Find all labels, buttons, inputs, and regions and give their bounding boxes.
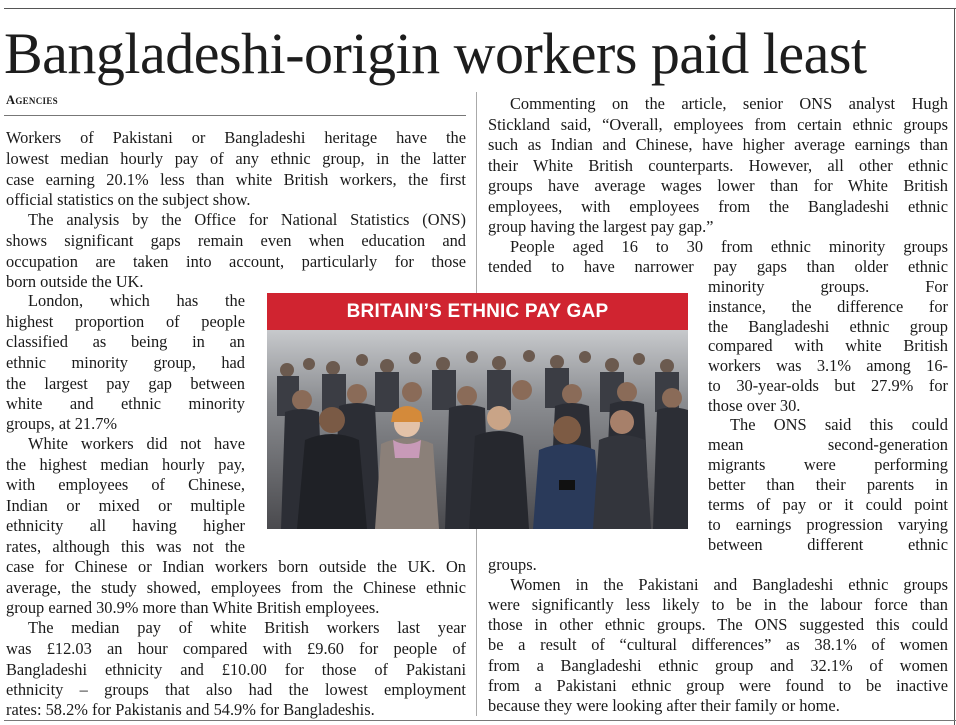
body-line: migrants were performing (708, 455, 948, 474)
body-line: case for Chinese or Indian workers born outside the UK. On (6, 557, 466, 576)
body-line: The median pay of white British workers last year (28, 618, 466, 637)
byline: Agencies (6, 93, 58, 107)
body-line: shows significant gaps remain even when education and (6, 231, 466, 250)
body-line: groups, at 21.7% (6, 414, 118, 433)
body-line: highest proportion of people (6, 312, 245, 331)
body-line: better than their parents in (708, 475, 948, 494)
body-line: the largest pay gap between (6, 374, 245, 393)
body-line: those over 30. (708, 396, 801, 415)
body-line: People aged 16 to 30 from ethnic minority groups (510, 237, 948, 256)
body-line: Commenting on the article, senior ONS analyst Hugh (510, 94, 948, 113)
body-line: white and ethnic minority (6, 394, 245, 413)
body-line: terms of pay or it could point (708, 495, 948, 514)
body-line: Indian or mixed or multiple (6, 496, 245, 515)
byline-rule (4, 115, 466, 116)
body-line: rates: 58.2% for Pakistanis and 54.9% for Bangladeshis. (6, 700, 375, 719)
body-line: from a Pakistani ethnic group were found to be inactive (488, 676, 948, 695)
body-line: born outside the UK. (6, 272, 144, 291)
body-line: ethnic minority group, had (6, 353, 245, 372)
body-line: ethnicity all having higher (6, 516, 245, 535)
body-line: such as Indian and Chinese, have higher average earnings than (488, 135, 948, 154)
bottom-rule (4, 720, 956, 721)
body-line: rates, although this was not the (6, 537, 245, 556)
body-line: group earned 30.9% more than White British employees. (6, 598, 380, 617)
body-line: instance, the difference for (708, 297, 948, 316)
body-line: from a Bangladeshi ethnic group and 32.1% of women (488, 656, 948, 675)
body-line: official statistics on the subject show. (6, 190, 251, 209)
headline: Bangladeshi-origin workers paid least (4, 21, 867, 86)
body-line: London, which has the (28, 291, 245, 310)
body-line: Stickland said, “Overall, employees from certain ethnic groups (488, 115, 948, 134)
body-line: their White British counterparts. However, all other ethnic (488, 156, 948, 175)
body-line: White workers did not have (28, 434, 245, 453)
body-line: with employees of Chinese, (6, 475, 245, 494)
body-line: average, the study showed, employees from the Chinese ethnic (6, 578, 466, 597)
top-rule (4, 8, 956, 9)
article-photo (267, 293, 688, 529)
body-line: group having the largest pay gap.” (488, 217, 714, 236)
body-line: ethnicity – groups that also had the lowest employment (6, 680, 466, 699)
body-line: Workers of Pakistani or Bangladeshi heritage have the (6, 128, 466, 147)
body-line: the highest median hourly pay, (6, 455, 245, 474)
body-line: mean second-generation (708, 435, 948, 454)
body-line: groups have average wages lower than for White British (488, 176, 948, 195)
right-border (954, 8, 955, 725)
body-line: be a result of “cultural differences” as 38.1% of women (488, 635, 948, 654)
body-line: classified as being in an (6, 332, 245, 351)
body-line: compared with white British (708, 336, 948, 355)
body-line: workers was 3.1% among 16- (708, 356, 948, 375)
body-line: was £12.03 an hour compared with £9.60 for people of (6, 639, 466, 658)
photo-banner: BRITAIN’S ETHNIC PAY GAP (267, 293, 688, 330)
body-line: because they were looking after their family or home. (488, 696, 840, 715)
body-line: minority groups. For (708, 277, 948, 296)
body-line: employees, with employees from the Bangladeshi ethnic (488, 197, 948, 216)
body-line: lowest median hourly pay of any ethnic group, in the latter (6, 149, 466, 168)
body-line: groups. (488, 555, 537, 574)
body-line: case earning 20.1% less than white British workers, the first (6, 170, 466, 189)
body-line: The ONS said this could (730, 415, 948, 434)
body-line: the Bangladeshi ethnic group (708, 317, 948, 336)
crowd-photo (267, 330, 688, 529)
body-line: were significantly less likely to be in the labour force than (488, 595, 948, 614)
body-line: between different ethnic (708, 535, 948, 554)
body-line: those in other ethnic groups. The ONS suggested this could (488, 615, 948, 634)
body-line: Bangladeshi ethnicity and £10.00 for those of Pakistani (6, 660, 466, 679)
body-line: to earnings progression varying (708, 515, 948, 534)
body-line: Women in the Pakistani and Bangladeshi ethnic groups (510, 575, 948, 594)
body-line: to 30-year-olds but 27.9% for (708, 376, 948, 395)
body-line: tended to have narrower pay gaps than older ethnic (488, 257, 948, 276)
body-line: The analysis by the Office for National Statistics (ONS) (28, 210, 466, 229)
body-line: occupation are taken into account, particularly for those (6, 252, 466, 271)
